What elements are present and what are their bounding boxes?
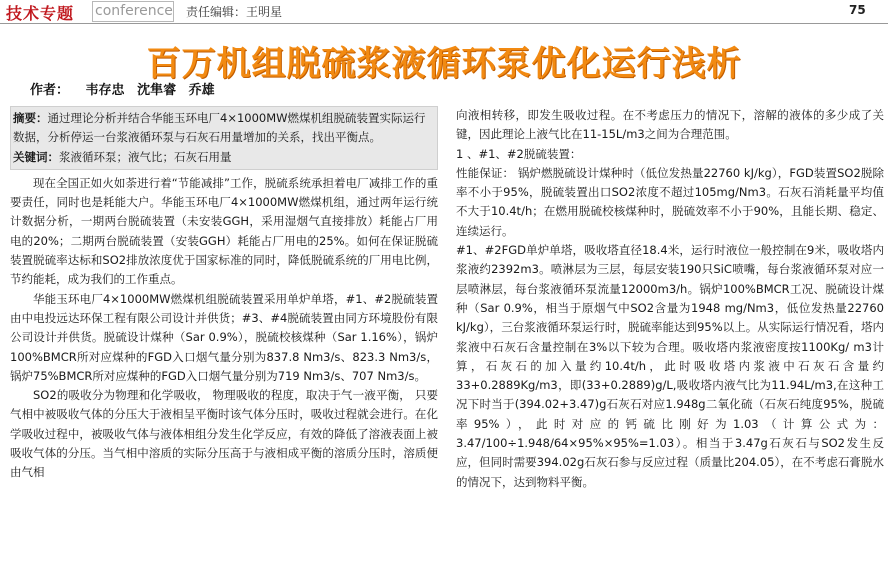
authors-label: 作者： xyxy=(30,83,70,98)
keywords-label: 关键词： xyxy=(13,149,59,164)
page-number: 75 xyxy=(849,3,866,17)
author-name: 乔雄 xyxy=(188,83,215,98)
abstract xyxy=(13,109,434,148)
author-line xyxy=(30,79,223,98)
editor-credit: 责任编辑：王明星 xyxy=(186,5,283,19)
header-divider xyxy=(0,23,888,24)
keywords xyxy=(13,148,434,167)
abstract-box xyxy=(10,106,438,170)
abstract-text: 通过理论分析并结合华能玉环电厂4×1000MW燃煤机组脱硫装置实际运行数据，分析停运一台浆液循环泵与石灰石用量增加的关系，找出平衡点。 xyxy=(13,111,426,145)
section-en-label: conference xyxy=(92,1,174,22)
section-tag: 技术专题 xyxy=(6,4,75,23)
body-paragraph: 性能保证： 锅炉燃脱硫设计煤种时（低位发热量22760 kJ/kg），FGD装置SO2脱除率不小于95%，脱硫装置出口SO2浓度不超过105mg/Nm3。石灰石消耗量平均值不大于10.4t/h；在燃用脱硫校核煤种时，脱硫效率不小于90%，且能长期、稳定、连续运行。 xyxy=(456,165,884,238)
author-name: 韦存忠 xyxy=(85,83,125,98)
subsection-heading: 1 、#1、#2脱硫装置： xyxy=(456,146,582,161)
body-paragraph: SO2的吸收分为物理和化学吸收， 物理吸收的程度，取决于气一液平衡， 只要气相中被吸收气体的分压大于液相呈平衡时该气体分压时，吸收过程就会进行。在化学吸收过程中，被吸收气体与液体相组分发生化学反应，有效的降低了溶液表面上被吸收气体的分压。当气相中溶质的实际分压高于与液相成平衡的溶质分压时，溶质便由气相 xyxy=(10,388,438,480)
body-paragraph: 向液相转移，即发生吸收过程。在不考虑压力的情况下，溶解的液体的多少成了关键，因此理论上液气比在11-15L/m3之间为合理范围。 xyxy=(456,108,884,142)
keywords-text: 浆液循环泵；液气比；石灰石用量 xyxy=(59,149,232,164)
page-header xyxy=(0,0,888,24)
body-paragraph: #1、#2FGD单炉单塔，吸收塔直径18.4米，运行时液位一般控制在9米，吸收塔内浆液约2392m3。喷淋层为三层，每层安装190只SiC喷嘴，每台浆液循环泵对应一层喷淋层，每台浆液循环泵流量12000m3/h。锅炉100%BMCR工况、脱硫设计煤种（Sar 0.9%，相当于原烟气中SO2含量为1948 mg/Nm3，低位发热量22760 kJ/kg），三台浆液循环泵运行时，脱硫率能达到95%以上。从实际运行情况看，塔内浆液中石灰石含量控制在3%以下较为合理。吸收塔内浆液密度按1100Kg/ m3计算，石灰石的加入量约10.4t/h，此时吸收塔内浆液中石灰石含量约33+0.2889Kg/m3，即(33+0.2889)g/L,吸收塔内液气比为11.94L/m3,在这种工况下时当于(394.02+3.47)g石灰石对应1.948g二氧化硫（石灰石纯度95%，脱硫率95%），此时对应的钙硫比刚好为1.03（计算公式为：3.47/100÷1.948/64×95%×95%=1.03）。相当于3.47g石灰石与SO2发生反应，但同时需要394.02g石灰石参与反应过程（质量比204.05），在不考虑石膏脱水的情况下，达到物料平衡。 xyxy=(456,243,884,489)
left-column xyxy=(10,106,438,483)
author-name: 沈隼睿 xyxy=(137,83,177,98)
abstract-label: 摘要： xyxy=(13,111,48,125)
right-column xyxy=(456,106,884,492)
article-title: 百万机组脱硫浆液循环泵优化运行浅析 xyxy=(146,44,742,84)
body-paragraph: 现在全国正如火如荼进行着“节能减排”工作，脱硫系统承担着电厂减排工作的重要责任，同时也是耗能大户。华能玉环电厂4×1000MW燃煤机组，通过两年运行统计数据分析，一期两台脱硫装置（未安装GGH，采用湿烟气直接排放）耗能占厂用电的20%；二期两台脱硫装置（安装GGH）耗能占厂用电的25%。如何在保证脱硫装置脱硫率达标和SO2排放浓度优于国家标准的同时，降低脱硫系统的厂用电比例，节约能耗，成为我们的工作重点。 xyxy=(10,175,438,287)
body-paragraph: 华能玉环电厂4×1000MW燃煤机组脱硫装置采用单炉单塔，#1、#2脱硫装置由中电投远达环保工程有限公司设计并供货；#3、#4脱硫装置由同方环境股份有限公司设计并供货。脱硫设计煤种（Sar 0.9%），脱硫校核煤种（Sar 1.16%），锅炉100%BMCR所对应煤种的FGD入口烟气量分别为837.8 Nm3/s、823.3 Nm3/s，锅炉75%BMCR所对应煤种的FGD入口烟气量分别为719 Nm3/s、707 Nm3/s。 xyxy=(10,291,438,383)
